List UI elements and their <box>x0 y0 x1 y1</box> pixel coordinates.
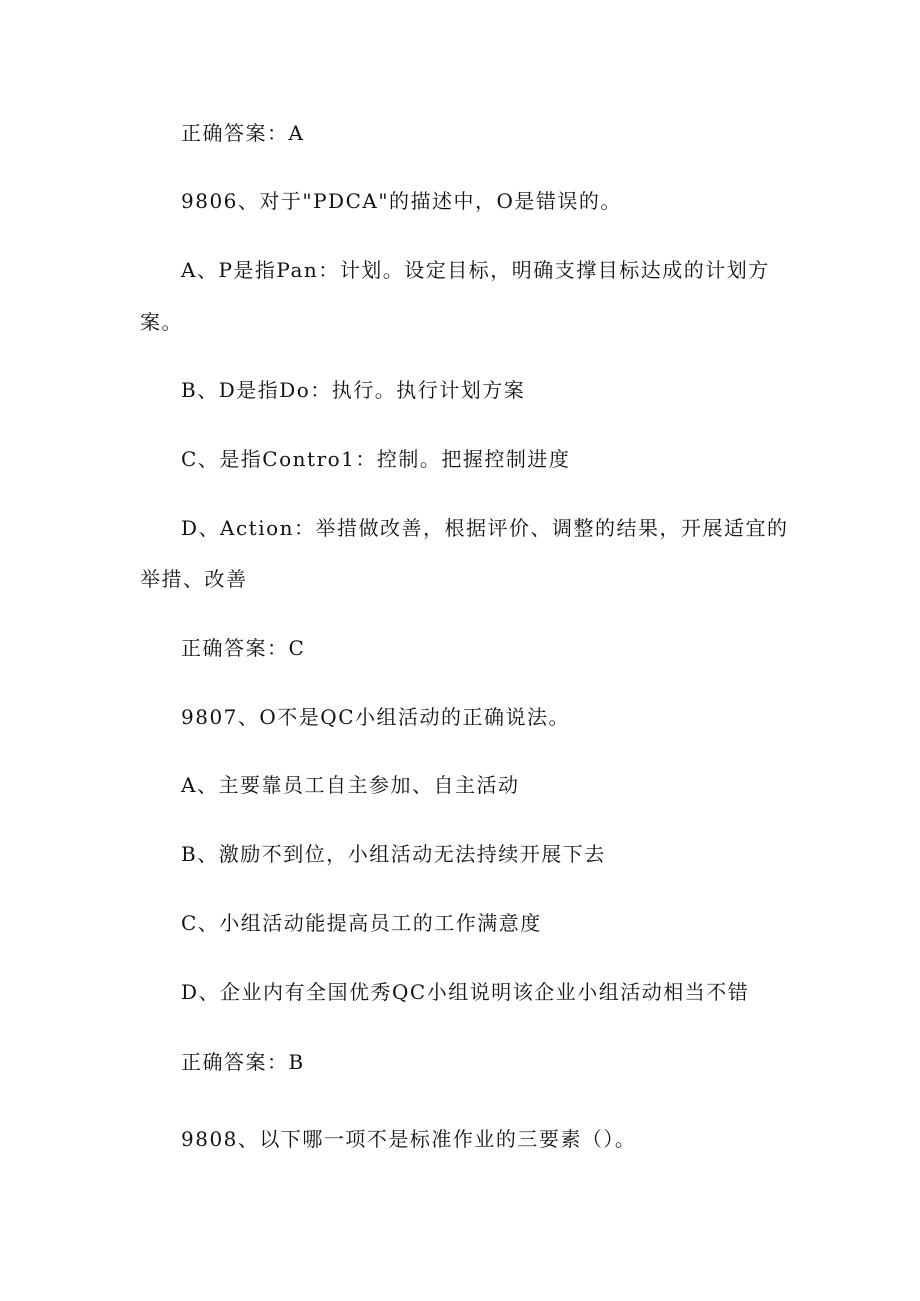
option-a-9806: A、P是指Pan：计划。设定目标，明确支撑目标达成的计划方 <box>181 258 770 282</box>
answer-line-1: 正确答案：A <box>181 121 305 145</box>
answer-line-2: 正确答案：C <box>181 636 306 660</box>
option-d-9806-continued: 举措、改善 <box>140 567 248 591</box>
question-9806: 9806、对于"PDCA"的描述中，O是错误的。 <box>181 189 622 213</box>
option-b-9807: B、激励不到位，小组活动无法持续开展下去 <box>181 842 606 866</box>
answer-line-3: 正确答案：B <box>181 1050 305 1074</box>
option-a-9807: A、主要靠员工自主参加、自主活动 <box>181 773 520 797</box>
option-d-9807: D、企业内有全国优秀QC小组说明该企业小组活动相当不错 <box>181 980 750 1004</box>
option-b-9806: B、D是指Do：执行。执行计划方案 <box>181 378 526 402</box>
option-d-9806: D、Action：举措做改善，根据评价、调整的结果，开展适宜的 <box>181 516 789 540</box>
option-c-9807: C、小组活动能提高员工的工作满意度 <box>181 911 542 935</box>
question-9807: 9807、O不是QC小组活动的正确说法。 <box>181 705 570 729</box>
question-9808: 9808、以下哪一项不是标准作业的三要素（）。 <box>181 1127 637 1151</box>
option-a-9806-continued: 案。 <box>140 310 183 334</box>
option-c-9806: C、是指Contro1：控制。把握控制进度 <box>181 447 571 471</box>
